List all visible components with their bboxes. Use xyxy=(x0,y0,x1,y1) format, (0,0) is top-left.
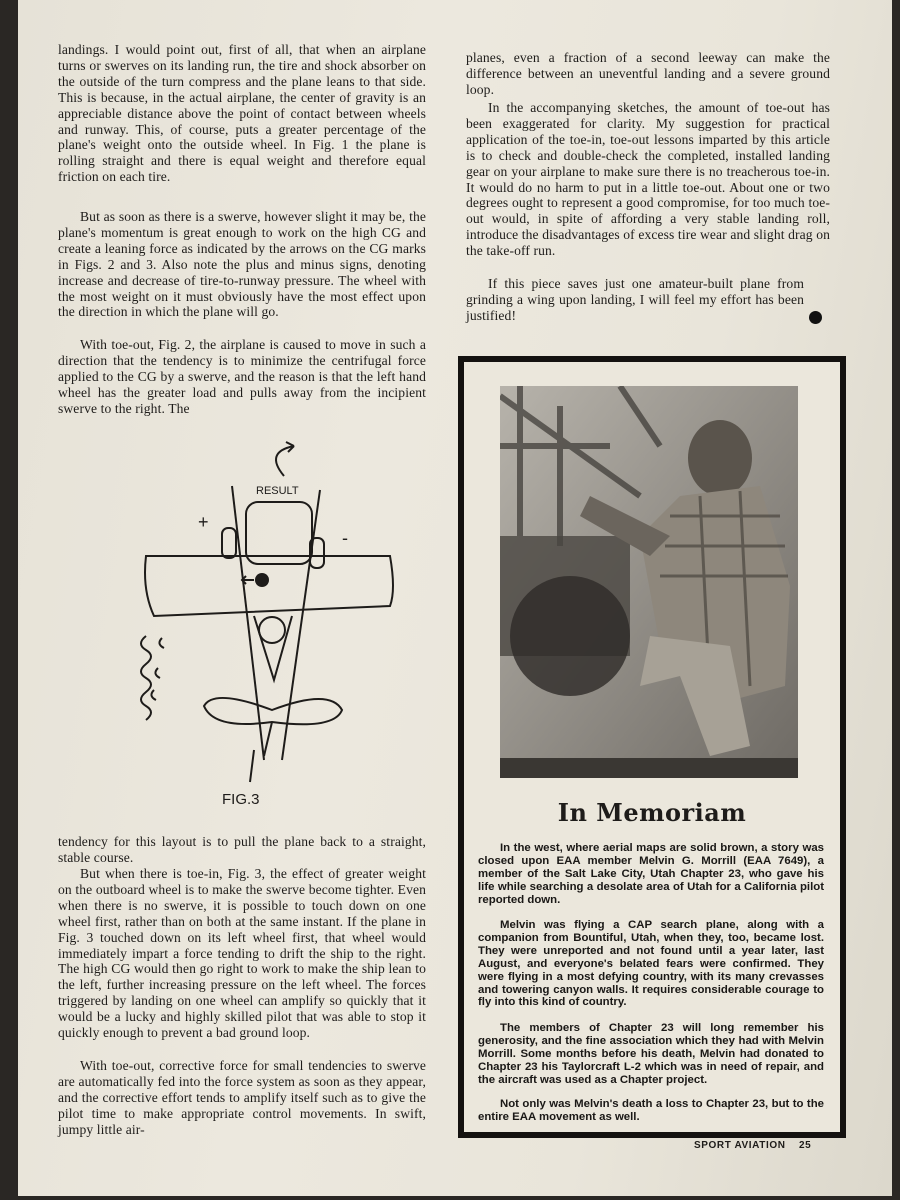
result-label: RESULT xyxy=(256,485,299,497)
left-paragraph-5: But when there is toe-in, Fig. 3, the effect of greater weight on the outboard wheel is to make the swerve become tighter. Even when there is no swerve, it is possible to touch down on one wheel first, rather than on both at the same instant. If the plane in Fig. 3 touched down on its left wheel first, that wheel would immediately impart a force tending to drift the ship to the right. The high CG would then go right to work to make the ship lean to the left, further increasing pressure on the left wheel. The forces triggered by landing on one wheel can amplify so quickly that it would be a lucky and highly skilled pilot that was able to stop it quickly enough to prevent a bad ground loop. xyxy=(58,866,426,1041)
left-paragraph-4: tendency for this layout is to pull the plane back to a straight, stable course. xyxy=(58,834,426,865)
page-footer xyxy=(694,1140,811,1151)
memoriam-title: In Memoriam xyxy=(557,798,747,827)
cockpit xyxy=(259,617,285,643)
memoriam-paragraph-4: Not only was Melvin's death a loss to Chapter 23, but to the entire EAA movement as well. xyxy=(478,1098,824,1123)
memorial-photo xyxy=(500,386,798,778)
left-paragraph-6: With toe-out, corrective force for small tendencies to swerve are automatically fed into the force system as soon as they appear, and the corrective effort tends to amplify itself such as to give the pilot time to make appropriate control movements. In swift, jumpy little air- xyxy=(58,1058,426,1137)
left-paragraph-2: But as soon as there is a swerve, however slight it may be, the plane's momentum is great enough to work on the high CG and create a leaning force as indicated by the arrows on the CG marks in Figs. 2 and 3. Also note the plus and minus signs, denoting increase and decrease of tire-to-runway pressure. The wheel with the most weight on it must obviously have the most effect upon the direction in which the plane will go. xyxy=(58,209,426,320)
fig3-diagram xyxy=(114,430,434,830)
in-memoriam-box xyxy=(458,356,846,1138)
right-paragraph-1: planes, even a fraction of a second leeway can make the difference between an uneventful landing and a severe ground loop. xyxy=(466,50,830,97)
memoriam-paragraph-2: Melvin was flying a CAP search plane, along with a companion from Bountiful, Utah, when they, too, became lost. They were unreported and not found until a year later, last August, and everyone's belated fears were confirmed. They were flying in a most defying country, with its many crevasses and towering canyon walls. It requires considerable courage to fly into this kind of country. xyxy=(478,919,824,1009)
publication-name: SPORT AVIATION xyxy=(694,1140,786,1151)
memoriam-paragraph-3: The members of Chapter 23 will long remember his generosity, and the fine association which they had with Melvin Morrill. Some months before his death, Melvin had donated to Chapter 23 his Taylorcraft L-2 which was in need of repair, and the aircraft was used as a Chapter project. xyxy=(478,1022,824,1086)
magazine-page xyxy=(18,0,892,1196)
result-arrow xyxy=(276,446,294,476)
figure-caption: FIG.3 xyxy=(222,791,260,808)
left-paragraph-1: landings. I would point out, first of all, that when an airplane turns or swerves on its landing run, the tire and shock absorber on the outside of the turn compress and the plane leans to that side. This is because, in the actual airplane, the center of gravity is an appreciable distance above the point of contact between wheels and runway. This, of course, puts a greater percentage of the plane's weight onto the outside wheel. In Fig. 1 the plane is rolling straight and there is equal weight and therefore equal friction on each tire. xyxy=(58,42,426,185)
tailplane xyxy=(204,698,342,724)
cg-arrow xyxy=(242,576,254,584)
minus-sign: - xyxy=(342,528,348,548)
memoriam-paragraph-1: In the west, where aerial maps are solid brown, a story was closed upon EAA member Melvin G. Morrill (EAA 7649), a member of the Salt Lake City, Utah Chapter 23, who gave his life while searching a desolate area of Utah for a California pilot reported down. xyxy=(478,842,824,906)
right-paragraph-3: If this piece saves just one amateur-built plane from grinding a wing upon landing, I will feel my effort has been justified! xyxy=(466,276,804,323)
end-of-article-dot xyxy=(809,311,822,324)
engine-cowl xyxy=(246,502,312,564)
left-wheel xyxy=(222,528,236,558)
right-paragraph-2: In the accompanying sketches, the amount of toe-out has been exaggerated for clarity. My suggestion for practical application of the toe-in, toe-out lessons imparted by this article is to check and double-check the completed, installed landing gear on your airplane to make sure there is no treacherous toe-in. It would do no harm to put in a little toe-out. About one or two degrees ought to represent a good compromise, for too much toe-out would, in spite of affording a very stable landing roll, introduce the disadvantages of excess tire wear and slight drag on the take-off run. xyxy=(466,100,830,259)
page-number: 25 xyxy=(798,1140,812,1151)
tail-arrow xyxy=(264,722,272,756)
cg-mark xyxy=(255,573,269,587)
left-paragraph-3: With toe-out, Fig. 2, the airplane is caused to move in such a direction that the tendency is to minimize the centrifugal force applied to the CG by a swerve, and the reason is that the left hand wheel has the greater load and pulls away from the incipient swerve to the right. The xyxy=(58,337,426,416)
swirl-motion-lines xyxy=(141,636,151,720)
plus-sign: + xyxy=(198,512,209,532)
